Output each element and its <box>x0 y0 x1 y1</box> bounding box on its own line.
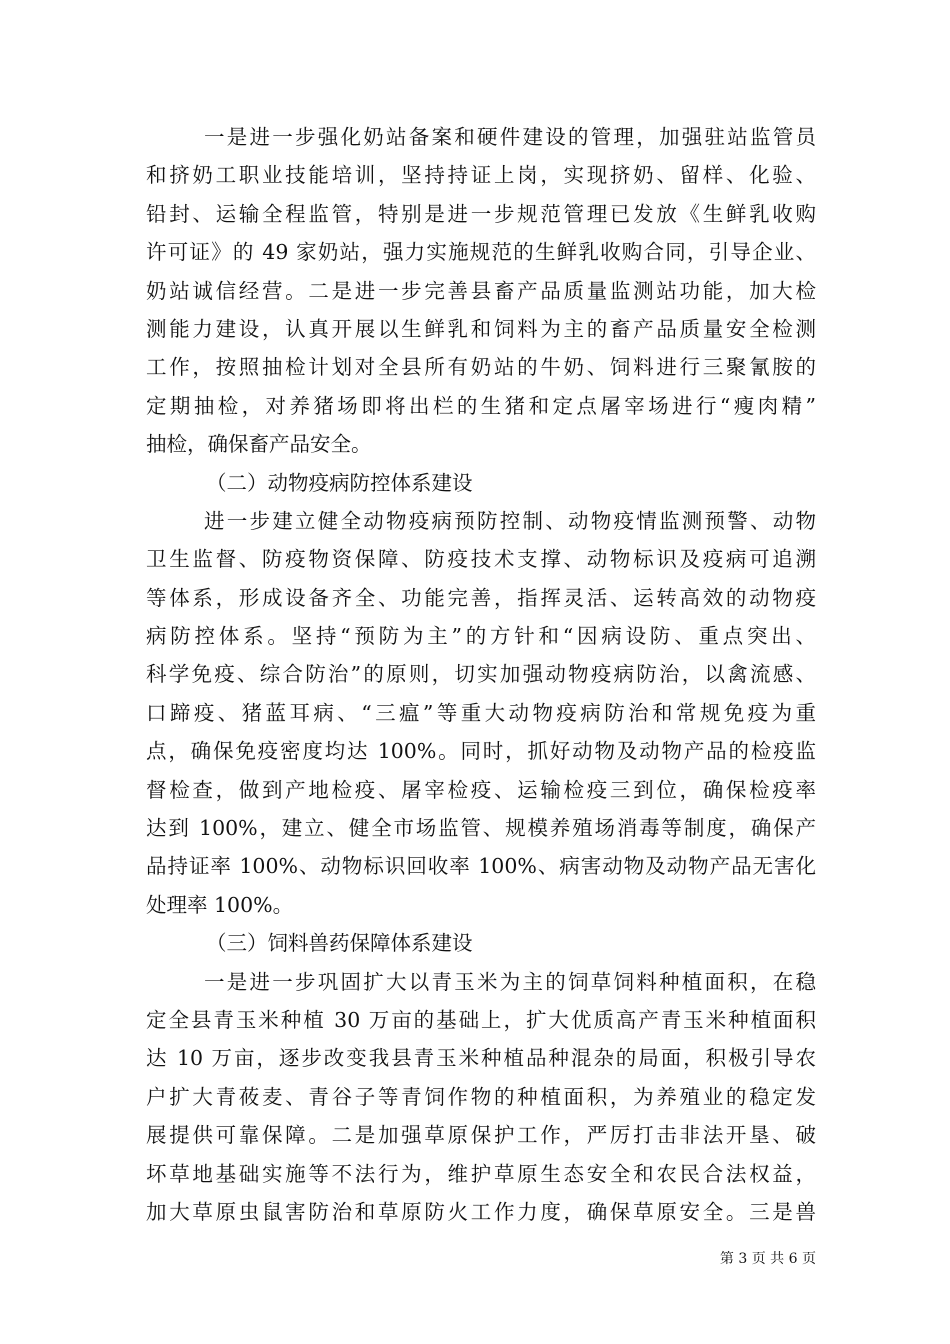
paragraph-line: 点，确保免疫密度均达 100%。同时，抓好动物及动物产品的检疫监 <box>146 739 816 764</box>
paragraph-line: 工作，按照抽检计划对全县所有奶站的牛奶、饲料进行三聚氰胺的 <box>146 355 816 380</box>
paragraph-line: 奶站诚信经营。二是进一步完善县畜产品质量监测站功能，加大检 <box>146 278 816 303</box>
paragraph-line: 定全县青玉米种植 30 万亩的基础上，扩大优质高产青玉米种植面积 <box>146 1007 816 1032</box>
paragraph-line: 加大草原虫鼠害防治和草原防火工作力度，确保草原安全。三是兽 <box>146 1199 816 1224</box>
page-number: 第 3 页 共 6 页 <box>719 1251 816 1267</box>
paragraph-line: 达 10 万亩，逐步改变我县青玉米种植品种混杂的局面，积极引导农 <box>146 1046 816 1071</box>
section-heading: （三）饲料兽药保障体系建设 <box>206 931 473 956</box>
paragraph-line: 科学免疫、综合防治”的原则，切实加强动物疫病防治，以禽流感、 <box>146 662 816 687</box>
section-heading: （二）动物疫病防控体系建设 <box>206 470 473 495</box>
paragraph-line: 许可证》的 49 家奶站，强力实施规范的生鲜乳收购合同，引导企业、 <box>146 240 816 265</box>
document-body <box>146 118 816 1231</box>
paragraph-line: 坏草地基础实施等不法行为，维护草原生态安全和农民合法权益， <box>146 1161 816 1186</box>
paragraph-line: 病防控体系。坚持“预防为主”的方针和“因病设防、重点突出、 <box>146 624 816 649</box>
paragraph-line: 一是进一步强化奶站备案和硬件建设的管理，加强驻站监管员 <box>204 125 816 149</box>
paragraph-line: 进一步建立健全动物疫病预防控制、动物疫情监测预警、动物 <box>204 508 816 533</box>
paragraph-line: 展提供可靠保障。二是加强草原保护工作，严厉打击非法开垦、破 <box>146 1123 816 1148</box>
paragraph-line: 达到 100%，建立、健全市场监管、规模养殖场消毒等制度，确保产 <box>146 816 816 841</box>
paragraph-line: 抽检，确保畜产品安全。 <box>146 432 372 457</box>
paragraph-line: 和挤奶工职业技能培训，坚持持证上岗，实现挤奶、留样、化验、 <box>146 163 816 188</box>
paragraph-line: 品持证率 100%、动物标识回收率 100%、病害动物及动物产品无害化 <box>146 854 816 879</box>
paragraph-line: 督检查，做到产地检疫、屠宰检疫、运输检疫三到位，确保检疫率 <box>146 777 816 802</box>
paragraph-line: 口蹄疫、猪蓝耳病、“三瘟”等重大动物疫病防治和常规免疫为重 <box>146 700 816 725</box>
paragraph-line: 处理率 100%。 <box>146 892 294 917</box>
paragraph-line: 卫生监督、防疫物资保障、防疫技术支撑、动物标识及疫病可追溯 <box>146 547 816 572</box>
paragraph-line: 定期抽检，对养猪场即将出栏的生猪和定点屠宰场进行“瘦肉精” <box>146 393 816 418</box>
paragraph-line: 测能力建设，认真开展以生鲜乳和饲料为主的畜产品质量安全检测 <box>146 316 816 341</box>
paragraph-line: 户扩大青莜麦、青谷子等青饲作物的种植面积，为养殖业的稳定发 <box>146 1084 816 1109</box>
paragraph-line: 等体系，形成设备齐全、功能完善，指挥灵活、运转高效的动物疫 <box>146 585 816 610</box>
paragraph-line: 一是进一步巩固扩大以青玉米为主的饲草饲料种植面积，在稳 <box>204 969 816 994</box>
paragraph-line: 铅封、运输全程监管，特别是进一步规范管理已发放《生鲜乳收购 <box>146 201 816 226</box>
